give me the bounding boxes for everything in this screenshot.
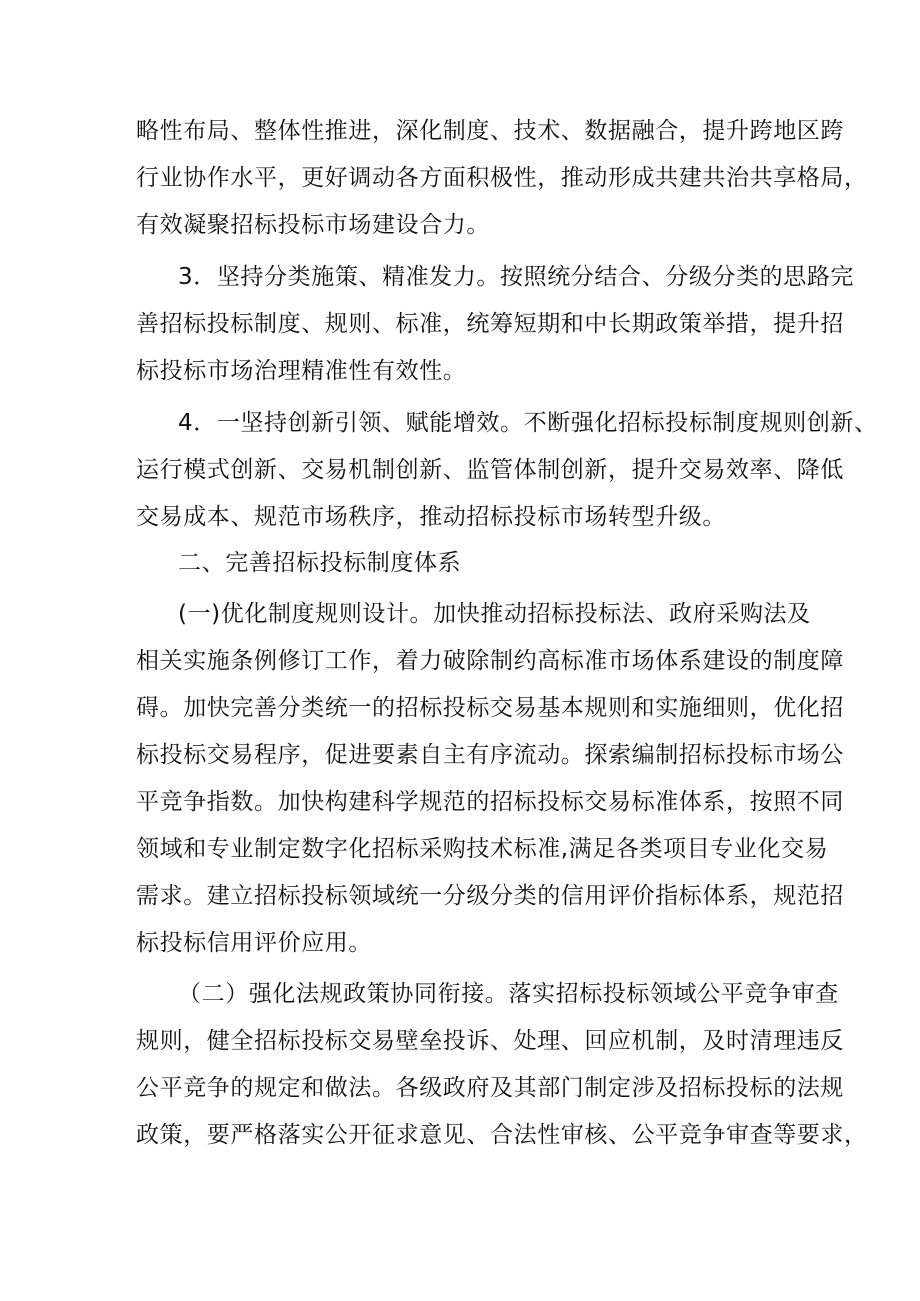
paragraph-section-2-2-line-4: 政策，要严格落实公开征求意见、合法性审核、公平竞争审查等要求， [136, 1122, 868, 1148]
paragraph-section-2-1-line-7: 需求。建立招标投标领域统一分级分类的信用评价指标体系，规范招 [136, 883, 844, 909]
paragraph-item-4-line-2: 运行模式创新、交易机制创新、监管体制创新，提升交易效率、降低 [136, 457, 844, 483]
paragraph-continued-line-3: 有效凝聚招标投标市场建设合力。 [136, 212, 490, 238]
paragraph-section-2-1-line-2: 相关实施条例修订工作，着力破除制约高标准市场体系建设的制度障 [136, 648, 844, 674]
paragraph-item-3-line-3: 标投标市场治理精准性有效性。 [136, 358, 467, 384]
paragraph-section-2-1-line-4: 标投标交易程序，促进要素自主有序流动。探索编制招标投标市场公 [136, 742, 844, 768]
paragraph-item-3-line-1: 3．坚持分类施策、精准发力。按照统分结合、分级分类的思路完 [178, 264, 855, 290]
paragraph-continued-line-1: 略性布局、整体性推进，深化制度、技术、数据融合，提升跨地区跨 [136, 118, 844, 144]
paragraph-section-2-1-line-3: 碍。加快完善分类统一的招标投标交易基本规则和实施细则，优化招 [136, 695, 844, 721]
paragraph-section-2-1-line-5: 平竞争指数。加快构建科学规范的招标投标交易标准体系，按照不同 [136, 789, 844, 815]
paragraph-section-2-1-line-1: (一)优化制度规则设计。加快推动招标投标法、政府采购法及 [178, 601, 811, 627]
paragraph-item-3-line-2: 善招标投标制度、规则、标准，统筹短期和中长期政策举措，提升招 [136, 311, 844, 337]
section-2-heading: 二、完善招标投标制度体系 [178, 550, 462, 576]
paragraph-section-2-2-line-3: 公平竞争的规定和做法。各级政府及其部门制定涉及招标投标的法规 [136, 1075, 844, 1101]
paragraph-item-4-line-1: 4．一坚持创新引领、赋能增效。不断强化招标投标制度规则创新、 [178, 410, 878, 436]
paragraph-continued-line-2: 行业协作水平，更好调动各方面积极性，推动形成共建共治共享格局， [136, 165, 868, 191]
paragraph-item-4-line-3: 交易成本、规范市场秩序，推动招标投标市场转型升级。 [136, 504, 726, 530]
paragraph-section-2-1-line-8: 标投标信用评价应用。 [136, 930, 372, 956]
paragraph-section-2-1-line-6: 领域和专业制定数字化招标采购技术标准,满足各类项目专业化交易 [136, 836, 829, 862]
paragraph-section-2-2-line-2: 规则，健全招标投标交易壁垒投诉、处理、回应机制，及时清理违反 [136, 1028, 844, 1054]
paragraph-section-2-2-line-1: （二）强化法规政策协同衔接。落实招标投标领域公平竞争审查 [178, 981, 839, 1007]
